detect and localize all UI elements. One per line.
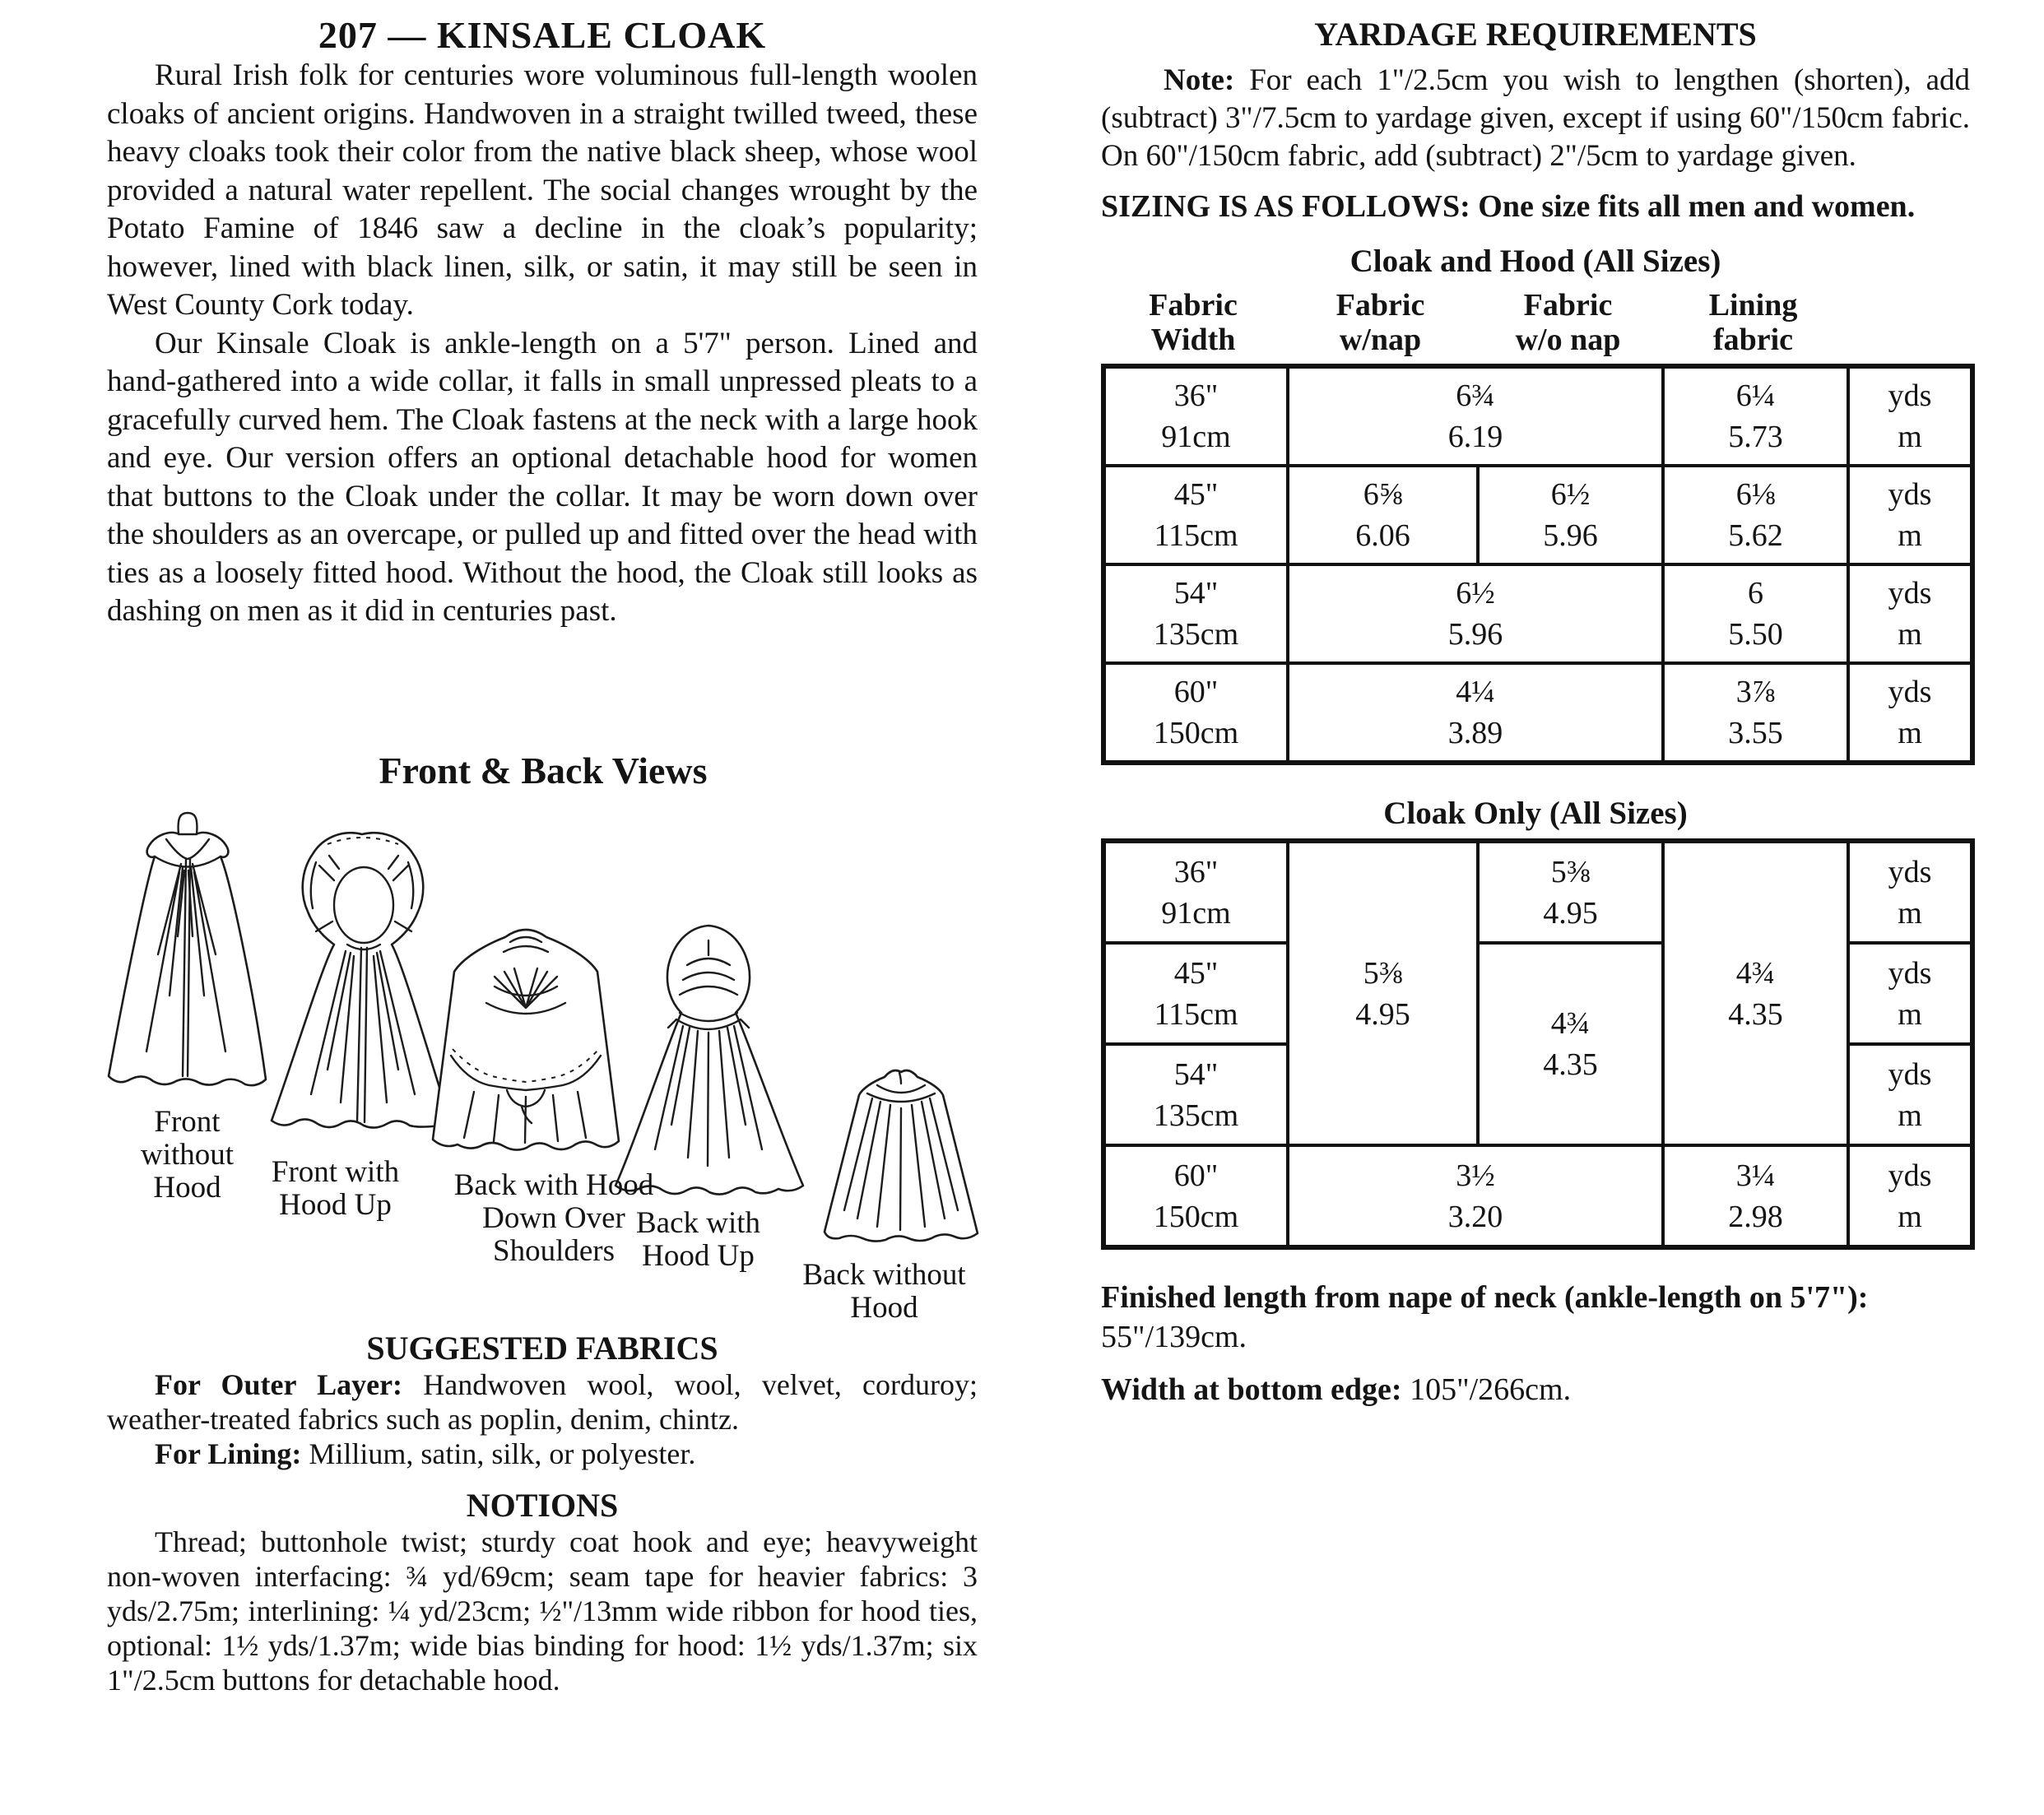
cell-lining-yardage: 3⅞ 3.55: [1663, 663, 1848, 763]
yardage-note: Note: For each 1"/2.5cm you wish to lengthen (shorten), add (subtract) 3"/7.5cm to yardage given, except if using 60"/150cm fabric. On 60"/150cm fabric, add (subtract) 2"/5cm to yardage given.: [1101, 63, 1970, 173]
intro-paragraph-1: Rural Irish folk for centuries wore voluminous full-length woolen cloaks of ancient origins. Handwoven in a straight twilled tweed, these heavy cloaks took their color from the native black sheep, whose wool provided a natural water repellent. The social changes wrought by the Potato Famine of 1846 saw a decline in the cloak’s popularity; however, lined with black linen, silk, or satin, it may still be seen in West County Cork today.: [107, 58, 978, 322]
cloak-front-without-hood-drawing: [100, 805, 273, 1094]
caption-back-without-hood: Back without Hood: [802, 1258, 966, 1325]
cell-fabric-yardage: 4¼ 3.89: [1288, 663, 1663, 763]
cell-fabric-width: 54" 135cm: [1103, 1044, 1288, 1145]
header-lining-fabric: Lining fabric: [1708, 288, 1798, 357]
caption-back-hood-up: Back with Hood Up: [635, 1206, 761, 1273]
header-fabric-width: Fabric Width: [1149, 288, 1238, 357]
cell-fabric-yardage: 6½ 5.96: [1288, 564, 1663, 663]
caption-front-without-hood: Front without Hood: [140, 1105, 235, 1205]
page-title: 207 — KINSALE CLOAK: [318, 14, 767, 56]
header-fabric-wo-nap: Fabric w/o nap: [1515, 288, 1621, 357]
cell-fabric-width: 45" 115cm: [1103, 943, 1288, 1044]
cell-units: yds m: [1848, 841, 1972, 943]
sizing-statement: SIZING IS AS FOLLOWS: One size fits all men and women.: [1101, 189, 1916, 224]
left-column: [107, 0, 978, 631]
finished-length-value: 55"/139cm.: [1101, 1320, 1247, 1354]
cloak-hood-table: [1101, 364, 1975, 765]
cell-fabric-width: 36" 91cm: [1103, 841, 1288, 943]
cell-fabric-wo-nap: 6½ 5.96: [1478, 466, 1663, 564]
cloak-only-table-title: Cloak Only (All Sizes): [1383, 796, 1688, 831]
cell-fabric-width: 54" 135cm: [1103, 564, 1288, 663]
header-fabric-w-nap: Fabric w/nap: [1336, 288, 1425, 357]
cell-units: yds m: [1848, 466, 1972, 564]
cell-units: yds m: [1848, 943, 1972, 1044]
cell-fabric-w-nap: 6⅝ 6.06: [1288, 466, 1478, 564]
table-row: [1103, 663, 1972, 763]
table-row: [1103, 841, 1972, 943]
yardage-table-headers: [1101, 288, 1970, 357]
cell-units: yds m: [1848, 564, 1972, 663]
cloak-back-hood-down-drawing: [425, 917, 627, 1159]
cloak-only-table: [1101, 838, 1975, 1250]
outer-layer-label: For Outer Layer:: [155, 1368, 403, 1401]
cell-units: yds m: [1848, 366, 1972, 466]
cell-lining-merged: 4¾ 4.35: [1663, 841, 1848, 1145]
notions-heading: NOTIONS: [466, 1487, 619, 1524]
cell-wo-nap: 5⅜ 4.95: [1478, 841, 1663, 943]
cell-wo-nap-merged: 4¾ 4.35: [1478, 943, 1663, 1145]
outer-layer-text: For Outer Layer: Handwoven wool, wool, velvet, corduroy; weather-treated fabrics such as poplin, denim, chintz.: [107, 1368, 978, 1436]
table-row: [1103, 1145, 1972, 1247]
cell-fabric-width: 60" 150cm: [1103, 663, 1288, 763]
cloak-back-without-hood-drawing: [815, 1062, 987, 1251]
cell-lining-yardage: 6 5.50: [1663, 564, 1848, 663]
finished-length-line: [1101, 1278, 1970, 1357]
cell-fabric-width: 36" 91cm: [1103, 366, 1288, 466]
views-heading: Front & Back Views: [379, 750, 708, 791]
lining-text: For Lining: Millium, satin, silk, or polyester.: [155, 1437, 696, 1470]
suggested-fabrics-heading: SUGGESTED FABRICS: [366, 1330, 718, 1367]
cell-fabric-yardage: 3½ 3.20: [1288, 1145, 1663, 1247]
fabrics-notions-section: [107, 1329, 978, 1697]
right-column: [1101, 0, 1970, 1409]
table-row: [1103, 466, 1972, 564]
notions-text: Thread; buttonhole twist; sturdy coat hook and eye; heavyweight non-woven interfacing: ¾ yd/69cm; seam tape for heavier fabrics: 3 yds/2.75m; interlining: ¼ yd/23cm; ½"/13mm wide ribbon for hood ties, optional: 1½ yds/1.37m; wide bias binding for hood: 1½ yds/1.37m; six 1"/2.5cm buttons for detachable hood.: [107, 1525, 978, 1697]
cloak-back-hood-up-drawing: [607, 919, 810, 1202]
lining-label: For Lining:: [155, 1437, 302, 1470]
finished-length-label: Finished length from nape of neck (ankle-length on 5'7"):: [1101, 1280, 1869, 1315]
cell-units: yds m: [1848, 663, 1972, 763]
bottom-width-line: [1101, 1370, 1970, 1409]
table-row: [1103, 564, 1972, 663]
bottom-width-label: Width at bottom edge:: [1101, 1372, 1402, 1407]
cloak-hood-table-title: Cloak and Hood (All Sizes): [1350, 244, 1721, 279]
cell-lining-yardage: 6⅛ 5.62: [1663, 466, 1848, 564]
yardage-heading: YARDAGE REQUIREMENTS: [1314, 16, 1757, 53]
front-back-views-figure: [49, 740, 1037, 1382]
bottom-width-value: 105"/266cm.: [1401, 1372, 1572, 1407]
caption-front-with-hood-up: Front with Hood Up: [271, 1155, 400, 1222]
cell-units: yds m: [1848, 1145, 1972, 1247]
cell-fabric-width: 60" 150cm: [1103, 1145, 1288, 1247]
cell-fabric-yardage: 6¾ 6.19: [1288, 366, 1663, 466]
cell-fabric-width: 45" 115cm: [1103, 466, 1288, 564]
table-row: [1103, 366, 1972, 466]
cell-lining-yardage: 3¼ 2.98: [1663, 1145, 1848, 1247]
caption-back-hood-down: Back with Hood Down Over Shoulders: [453, 1168, 654, 1268]
note-label: Note:: [1164, 63, 1235, 97]
intro-paragraph-2: Our Kinsale Cloak is ankle-length on a 5'7" person. Lined and hand-gathered into a wide collar, it falls in small unpressed pleats to a gracefully curved hem. The Cloak fastens at the neck with a large hook and eye. Our version offers an optional detachable hood for women that buttons to the Cloak under the collar. It may be worn down over the shoulders as an overcape, or pulled up and fitted over the head with ties as a loosely fitted hood. Without the hood, the Cloak still looks as dashing on men as it did in centuries past.: [107, 326, 978, 628]
cell-units: yds m: [1848, 1044, 1972, 1145]
cell-lining-yardage: 6¼ 5.73: [1663, 366, 1848, 466]
cell-w-nap-merged: 5⅜ 4.95: [1288, 841, 1478, 1145]
